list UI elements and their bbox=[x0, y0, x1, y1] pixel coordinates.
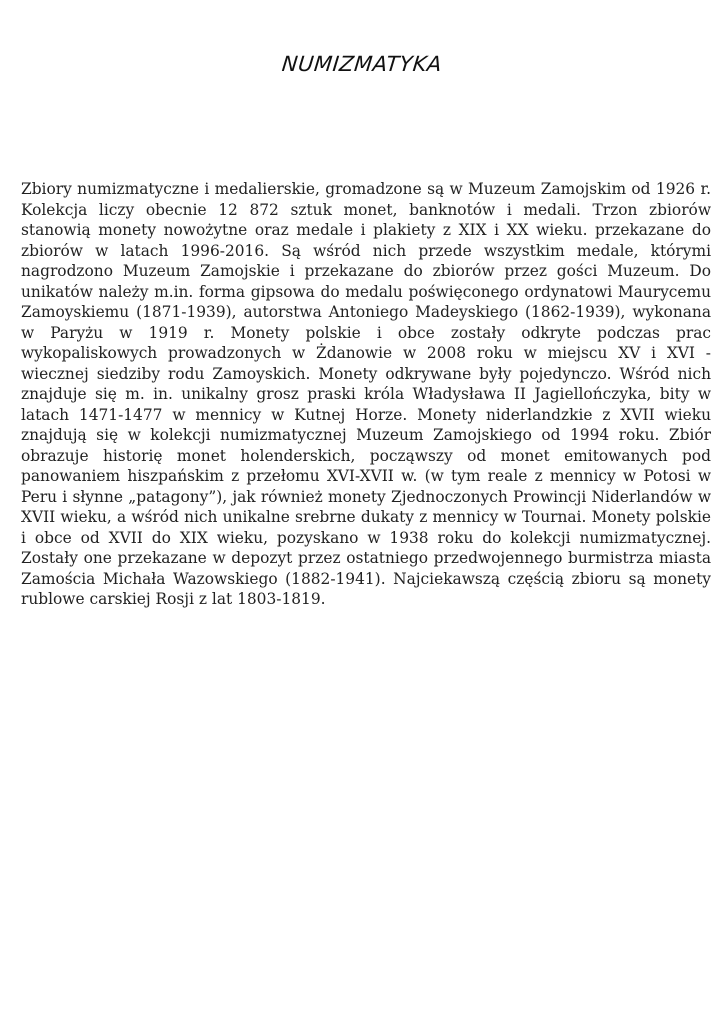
document-title: NUMIZMATYKA bbox=[280, 52, 444, 76]
document-body-paragraph: Zbiory numizmatyczne i medalierskie, gromadzone są w Muzeum Zamojskim od 1926 r. Kolekcja liczy obecnie 12 872 sztuk monet, banknotów i medali. Trzon zbiorów stanowią monety nowożytne oraz medale i plakiety z XIX i XX wieku. przekazane do zbiorów w latach 1996-2016. Są wśród nich przede wszystkim medale, którymi nagrodzono Muzeum Zamojskie i przekazane do zbiorów przez gości Muzeum. Do unikatów należy m.in. forma gipsowa do medalu poświęconego ordynatowi Maurycemu Zamoyskiemu (1871-1939), autorstwa Antoniego Madeyskiego (1862-1939), wykonana w Paryżu w 1919 r. Monety polskie i obce zostały odkryte podczas prac wykopaliskowych prowadzonych w Żdanowie w 2008 roku w miejscu XV i XVI - wiecznej siedziby rodu Zamoyskich. Monety odkrywane były pojedynczo. Wśród nich znajduje się m. in. unikalny grosz praski króla Władysława II Jagiellończyka, bity w latach 1471-1477 w mennicy w Kutnej Horze. Monety niderlandzkie z XVII wieku znajdują się w kolekcji numizmatycznej Muzeum Zamojskiego od 1994 roku. Zbiór obrazuje historię monet holenderskich, począwszy od monet emitowanych pod panowaniem hiszpańskim z przełomu XVI-XVII w. (w tym reale z mennicy w Potosi w Peru i słynne „patagony”), jak również monety Zjednoczonych Prowincji Niderlandów w XVII wieku, a wśród nich unikalne srebrne dukaty z mennicy w Tournai. Monety polskie i obce od XVII do XIX wieku, pozyskano w 1938 roku do kolekcji numizmatycznej. Zostały one przekazane w depozyt przez ostatniego przedwojennego burmistrza miasta Zamościa Michała Wazowskiego (1882-1941). Najciekawszą częścią zbioru są monety rublowe carskiej Rosji z lat 1803-1819. bbox=[21, 180, 711, 608]
